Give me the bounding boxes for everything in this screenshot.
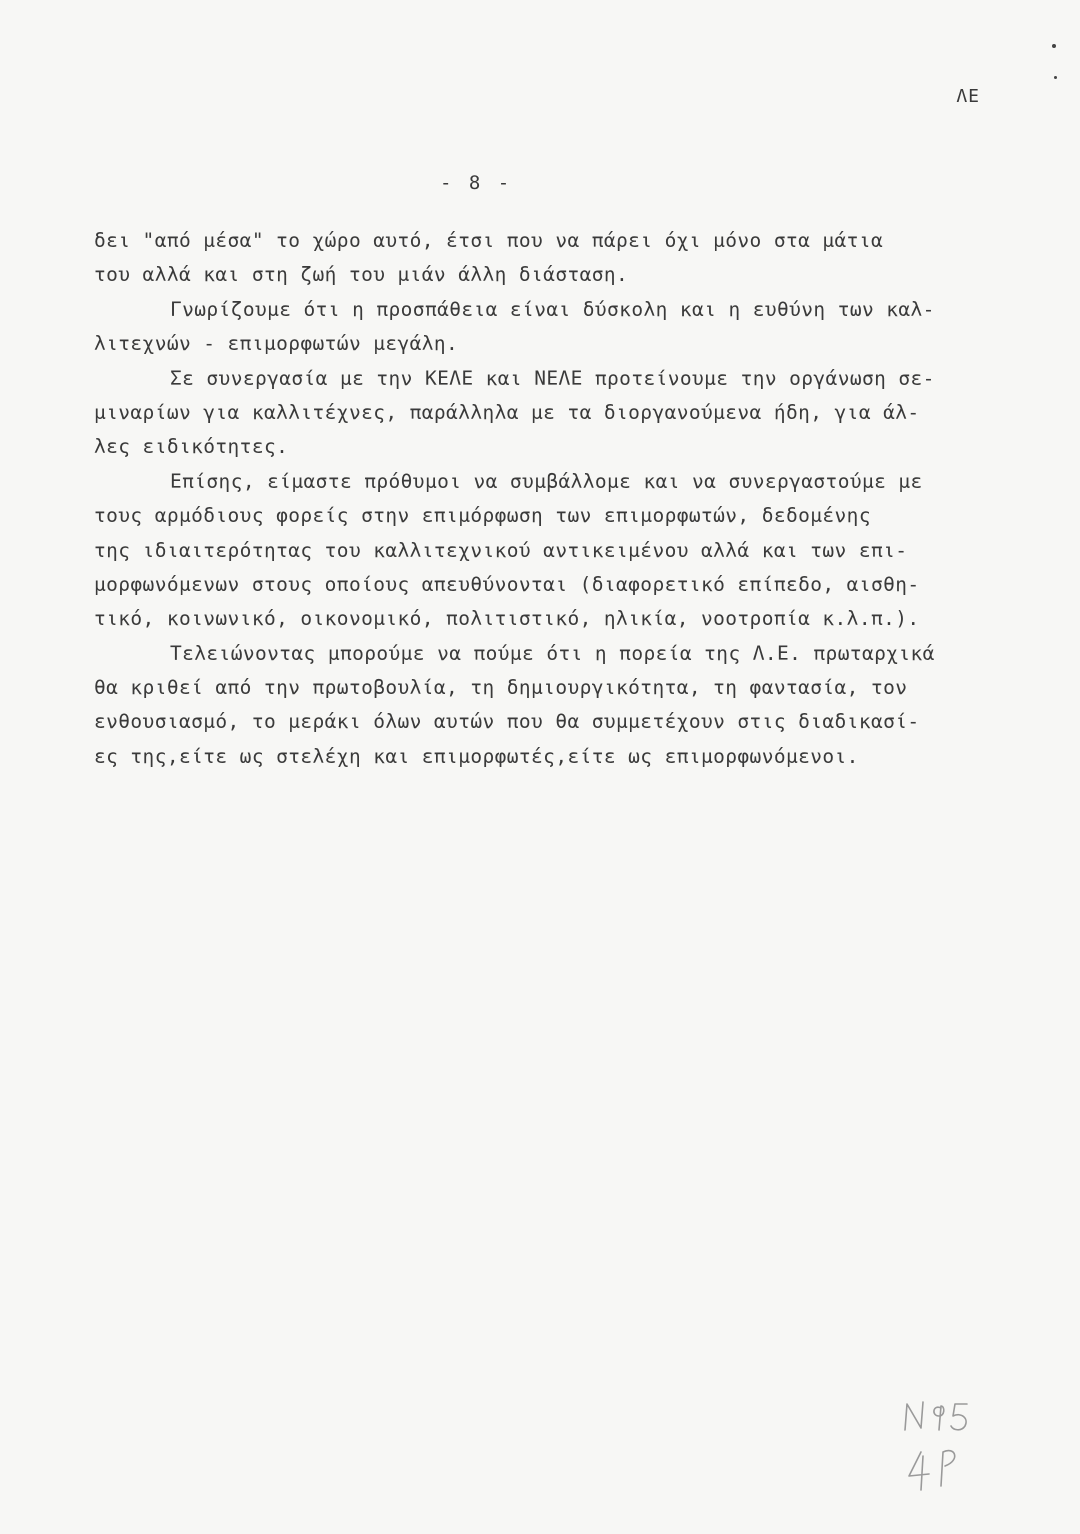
text-line: τικό, κοινωνικό, οικονομικό, πολιτιστικό, ηλικία, νοοτροπία κ.λ.π.).: [94, 607, 920, 631]
text-line: λιτεχνών - επιμορφωτών μεγάλη.: [94, 332, 459, 356]
scan-speck: [1054, 76, 1057, 79]
text-line: Τελειώνοντας μπορούμε να πούμε ότι η πορεία της Λ.Ε. πρωταρχικά: [170, 641, 935, 665]
text-line: του αλλά και στη ζωή του μιάν άλλη διάσταση.: [94, 263, 629, 287]
text-line: μορφωνόμενων στους οποίους απευθύνονται (διαφορετικό επίπεδο, αισθη-: [94, 572, 920, 596]
handwritten-annotation-drawing: [895, 1390, 985, 1500]
text-line: Επίσης, είμαστε πρόθυμοι να συμβάλλομε και να συνεργαστούμε με: [170, 469, 923, 493]
text-line: ενθουσιασμό, το μεράκι όλων αυτών που θα συμμετέχουν στις διαδικασί-: [94, 710, 920, 734]
text-line: της ιδιαιτερότητας του καλλιτεχνικού αντικειμένου αλλά και των επι-: [94, 538, 908, 562]
document-code: ΛΕ: [956, 86, 980, 107]
text-line: Γνωρίζουμε ότι η προσπάθεια είναι δύσκολη και η ευθύνη των καλ-: [170, 297, 935, 321]
text-line: δει "από μέσα" το χώρο αυτό, έτσι που να πάρει όχι μόνο στα μάτια: [94, 229, 884, 252]
page-number: - 8 -: [440, 172, 513, 194]
text-line: τους αρμόδιους φορείς στην επιμόρφωση των επιμορφωτών, δεδομένης: [94, 504, 871, 528]
text-line: ες της,είτε ως στελέχη και επιμορφωτές,είτε ως επιμορφωνόμενοι.: [94, 744, 859, 768]
text-line: λες ειδικότητες.: [94, 435, 289, 459]
handwritten-annotation: [895, 1390, 985, 1500]
text-line: θα κριθεί από την πρωτοβουλία, τη δημιουργικότητα, τη φαντασία, τον: [94, 676, 908, 700]
scan-speck: [1052, 44, 1056, 48]
text-line: Σε συνεργασία με την ΚΕΛΕ και ΝΕΛΕ προτείνουμε την οργάνωση σε-: [170, 366, 935, 390]
text-line: μιναρίων για καλλιτέχνες, παράλληλα με τα διοργανούμενα ήδη, για άλ-: [94, 400, 920, 424]
body-text: [94, 224, 1004, 774]
